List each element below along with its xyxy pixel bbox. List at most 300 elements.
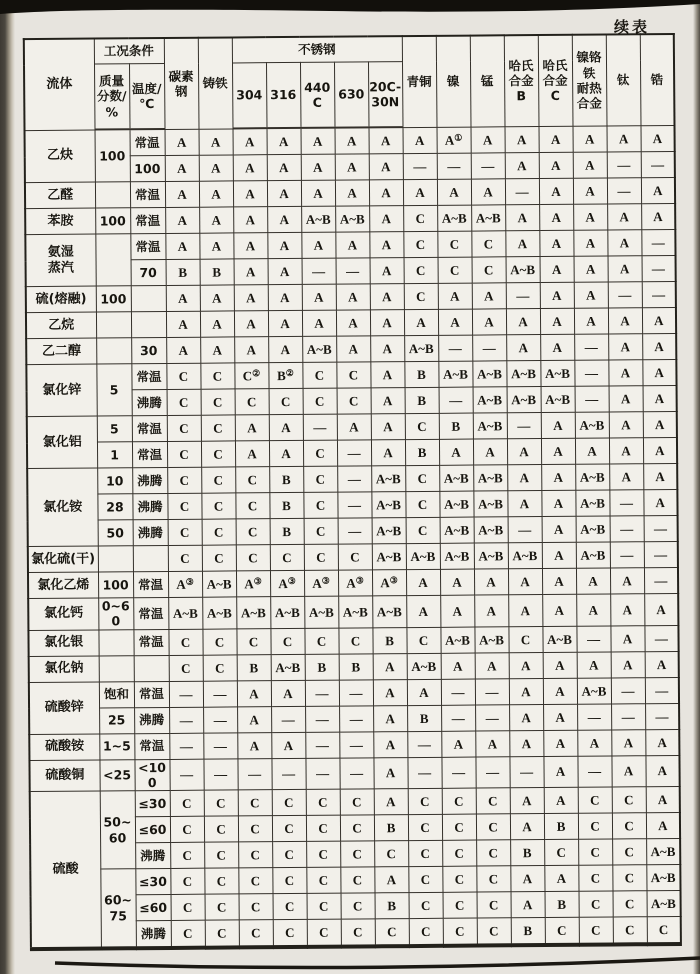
- rating-cell: A: [438, 309, 472, 335]
- rating-cell: A~B: [473, 413, 507, 439]
- mass-percent-cell: 100: [96, 286, 131, 312]
- rating-cell: C: [273, 893, 307, 919]
- rating-cell: C: [204, 868, 238, 894]
- rating-cell: —: [576, 625, 610, 651]
- rating-cell: —: [305, 758, 339, 790]
- corrosion-resistance-table: [23, 33, 682, 951]
- rating-cell: B: [269, 492, 303, 518]
- rating-cell: A~B: [576, 542, 610, 568]
- rating-cell: A: [440, 569, 474, 595]
- rating-cell: C: [544, 839, 578, 865]
- rating-cell: C: [168, 629, 202, 655]
- temperature-cell: 常温: [134, 733, 169, 759]
- rating-cell: A: [237, 680, 271, 706]
- rating-cell: C: [647, 916, 681, 944]
- rating-cell: A: [407, 679, 441, 705]
- mass-percent-cell: 25: [99, 707, 134, 733]
- scan-left-edge: [0, 0, 15, 974]
- rating-cell: —: [471, 153, 505, 179]
- rating-cell: —: [609, 490, 643, 516]
- rating-cell: C: [404, 257, 438, 283]
- rating-cell: B: [375, 893, 409, 919]
- rating-cell: A: [374, 867, 408, 893]
- rating-cell: C: [200, 363, 234, 389]
- fluid-cell: 乙醛: [25, 182, 95, 209]
- rating-cell: A: [406, 569, 440, 595]
- rating-cell: A: [540, 282, 574, 308]
- rating-cell: C: [471, 231, 505, 257]
- rating-cell: A③: [372, 570, 406, 596]
- rating-cell: A: [539, 152, 573, 178]
- rating-cell: A: [507, 491, 541, 517]
- rating-cell: C: [167, 415, 201, 441]
- rating-cell: A: [370, 336, 404, 362]
- rating-cell: C: [472, 257, 506, 283]
- rating-cell: C: [201, 441, 235, 467]
- rating-cell: A: [267, 154, 301, 180]
- fluid-cell: 氯化乙烯: [28, 572, 98, 599]
- rating-cell: A~B: [202, 571, 236, 597]
- rating-cell: C: [443, 892, 477, 918]
- rating-cell: C: [171, 920, 205, 948]
- rating-cell: A: [505, 126, 539, 153]
- rating-cell: A: [540, 256, 574, 282]
- rating-cell: A: [642, 307, 676, 333]
- mass-percent-cell: 28: [97, 494, 132, 520]
- header-stainless-group: 不锈钢: [232, 36, 402, 63]
- temperature-cell: 常温: [130, 233, 165, 259]
- rating-cell: A: [610, 568, 644, 594]
- rating-cell: A: [233, 128, 267, 155]
- temperature-cell: 常温: [130, 129, 165, 156]
- rating-cell: A: [541, 464, 575, 490]
- rating-cell: A~B: [440, 543, 474, 569]
- rating-cell: A~B: [440, 517, 474, 543]
- rating-cell: A: [336, 336, 370, 362]
- rating-cell: —: [407, 731, 441, 757]
- rating-cell: A~B: [270, 596, 304, 628]
- temperature-cell: 100: [130, 155, 165, 181]
- rating-cell: A: [369, 206, 403, 232]
- fluid-cell: 乙二醇: [26, 338, 96, 365]
- rating-cell: A③: [338, 570, 372, 596]
- temperature-cell: 沸腾: [135, 842, 170, 868]
- rating-cell: A: [233, 207, 267, 233]
- rating-cell: —: [575, 386, 609, 412]
- rating-cell: C: [169, 655, 203, 681]
- rating-cell: A: [645, 651, 679, 677]
- rating-cell: A: [511, 892, 545, 918]
- rating-cell: —: [305, 680, 339, 706]
- fluid-cell: 氯化锌: [26, 364, 96, 417]
- rating-cell: —: [437, 153, 471, 179]
- rating-cell: A: [200, 285, 234, 311]
- rating-cell: B: [270, 518, 304, 544]
- header-cast-iron: 铸铁: [198, 37, 233, 128]
- rating-cell: A: [267, 180, 301, 206]
- rating-cell: C: [269, 388, 303, 414]
- header-temperature: 温度/ ℃: [129, 63, 165, 129]
- rating-cell: A: [574, 308, 608, 334]
- rating-cell: C: [238, 790, 272, 816]
- rating-cell: C: [409, 892, 443, 918]
- rating-cell: A: [505, 205, 539, 231]
- rating-cell: A~B: [371, 466, 405, 492]
- rating-cell: A: [542, 594, 576, 626]
- rating-cell: —: [574, 334, 608, 360]
- rating-cell: C: [202, 628, 236, 654]
- rating-cell: A~B: [371, 492, 405, 518]
- rating-cell: A: [607, 125, 641, 152]
- rating-cell: A: [505, 153, 539, 179]
- table-row: [29, 755, 679, 792]
- rating-cell: —: [439, 387, 473, 413]
- rating-cell: A: [541, 412, 575, 438]
- rating-cell: A~B: [438, 361, 472, 387]
- temperature-cell: 沸腾: [132, 389, 167, 415]
- rating-cell: A: [268, 336, 302, 362]
- mass-percent-cell: 10: [97, 468, 132, 494]
- rating-cell: C: [270, 544, 304, 570]
- rating-cell: C: [409, 918, 443, 946]
- header-stainless-grade: 20C- 30N: [368, 62, 403, 128]
- temperature-cell: 常温: [132, 441, 167, 467]
- temperature-cell: 常温: [132, 415, 167, 441]
- rating-cell: A: [369, 180, 403, 206]
- rating-cell: C: [442, 866, 476, 892]
- rating-cell: C: [204, 790, 238, 816]
- rating-cell: A: [234, 259, 268, 285]
- rating-cell: A: [573, 230, 607, 256]
- fluid-cell: 氯化钠: [29, 656, 99, 683]
- rating-cell: A~B: [506, 361, 540, 387]
- rating-cell: A: [233, 155, 267, 181]
- rating-cell: A~B: [474, 626, 508, 652]
- rating-cell: A: [641, 177, 675, 203]
- rating-cell: C: [404, 283, 438, 309]
- rating-cell: A: [441, 653, 475, 679]
- mass-percent-cell: 1~5: [99, 733, 134, 759]
- rating-cell: C: [612, 865, 646, 891]
- rating-cell: A~B: [439, 465, 473, 491]
- header-material: 锰: [470, 35, 505, 126]
- rating-cell: C: [204, 842, 238, 868]
- rating-cell: C: [403, 205, 437, 231]
- rating-cell: A: [268, 258, 302, 284]
- rating-cell: A: [369, 127, 403, 154]
- header-material: 镍铬 铁 耐热 合金: [572, 35, 607, 126]
- rating-cell: —: [505, 179, 539, 205]
- header-material: 哈氏 合金 B: [504, 35, 539, 126]
- rating-cell: A: [165, 207, 199, 233]
- rating-cell: C: [408, 866, 442, 892]
- rating-cell: A: [406, 595, 440, 627]
- rating-cell: C: [167, 493, 201, 519]
- rating-cell: A: [542, 516, 576, 542]
- rating-cell: A: [374, 789, 408, 815]
- rating-cell: —: [237, 758, 271, 790]
- rating-cell: —: [337, 466, 371, 492]
- rating-cell: C: [307, 919, 341, 947]
- rating-cell: C: [306, 841, 340, 867]
- rating-cell: A: [472, 283, 506, 309]
- rating-cell: A~B: [202, 597, 236, 629]
- rating-cell: A: [437, 179, 471, 205]
- rating-cell: —: [608, 282, 642, 308]
- rating-cell: A: [541, 438, 575, 464]
- table-row: [28, 593, 678, 630]
- rating-cell: A~B: [168, 597, 202, 629]
- rating-cell: C: [340, 841, 374, 867]
- rating-cell: A: [441, 731, 475, 757]
- rating-cell: —: [441, 705, 475, 731]
- rating-cell: C: [578, 787, 612, 813]
- mass-percent-cell: 1: [97, 442, 132, 468]
- rating-cell: A③: [168, 571, 202, 597]
- rating-cell: C: [408, 814, 442, 840]
- temperature-cell: 沸腾: [134, 707, 169, 733]
- rating-cell: A: [199, 207, 233, 233]
- rating-cell: —: [203, 732, 237, 758]
- rating-cell: A: [373, 653, 407, 679]
- rating-cell: A: [268, 284, 302, 310]
- rating-cell: C: [272, 815, 306, 841]
- rating-cell: C: [272, 867, 306, 893]
- rating-cell: A: [645, 729, 679, 755]
- rating-cell: A: [165, 129, 199, 156]
- rating-cell: A~B: [404, 335, 438, 361]
- mass-percent-cell: 60~75: [100, 869, 136, 949]
- rating-cell: —: [305, 732, 339, 758]
- rating-cell: C: [303, 440, 337, 466]
- rating-cell: C: [405, 413, 439, 439]
- rating-cell: C: [405, 491, 439, 517]
- rating-cell: A: [335, 154, 369, 180]
- rating-cell: B: [237, 654, 271, 680]
- fluid-cell: 乙烷: [26, 312, 96, 339]
- rating-cell: A: [577, 651, 611, 677]
- continuation-label: 续表: [614, 18, 651, 36]
- rating-cell: A: [439, 439, 473, 465]
- rating-cell: C: [307, 893, 341, 919]
- rating-cell: A: [642, 359, 676, 385]
- rating-cell: A: [609, 438, 643, 464]
- rating-cell: A: [234, 311, 268, 337]
- rating-cell: C: [612, 813, 646, 839]
- fluid-cell: 硫酸铜: [29, 760, 99, 792]
- rating-cell: A~B: [577, 677, 611, 703]
- rating-cell: A~B: [473, 465, 507, 491]
- rating-cell: C: [442, 814, 476, 840]
- rating-cell: A~B: [335, 206, 369, 232]
- rating-cell: A: [234, 337, 268, 363]
- scan-bottom-edge: [0, 948, 700, 974]
- rating-cell: C: [341, 893, 375, 919]
- rating-cell: B: [372, 627, 406, 653]
- rating-cell: A: [267, 232, 301, 258]
- rating-cell: —: [645, 703, 679, 729]
- mass-percent-cell: [98, 546, 133, 572]
- rating-cell: A~B: [575, 490, 609, 516]
- rating-cell: A~B: [338, 596, 372, 628]
- rating-cell: C②: [234, 363, 268, 389]
- rating-cell: C: [170, 790, 204, 816]
- rating-cell: C: [235, 493, 269, 519]
- rating-cell: A: [507, 439, 541, 465]
- rating-cell: A: [573, 178, 607, 204]
- rating-cell: A: [370, 362, 404, 388]
- rating-cell: B: [404, 361, 438, 387]
- temperature-cell: [133, 545, 168, 571]
- rating-cell: C: [205, 894, 239, 920]
- rating-cell: A: [269, 414, 303, 440]
- rating-cell: C: [508, 626, 542, 652]
- rating-cell: A: [643, 489, 677, 515]
- rating-cell: A: [576, 594, 610, 626]
- rating-cell: C: [272, 789, 306, 815]
- rating-cell: A~B: [271, 654, 305, 680]
- rating-cell: A: [510, 814, 544, 840]
- rating-cell: C: [170, 842, 204, 868]
- rating-cell: C: [303, 388, 337, 414]
- rating-cell: C: [168, 519, 202, 545]
- rating-cell: —: [338, 518, 372, 544]
- rating-cell: A: [199, 128, 233, 155]
- rating-cell: —: [475, 678, 509, 704]
- rating-cell: A: [507, 465, 541, 491]
- rating-cell: A: [646, 812, 680, 838]
- rating-cell: B: [544, 813, 578, 839]
- rating-cell: —: [441, 679, 475, 705]
- rating-cell: A~B: [647, 890, 681, 916]
- rating-cell: C: [477, 918, 511, 946]
- rating-cell: C: [306, 867, 340, 893]
- rating-cell: —: [607, 152, 641, 178]
- rating-cell: A: [369, 232, 403, 258]
- rating-cell: A~B: [540, 360, 574, 386]
- rating-cell: C: [171, 894, 205, 920]
- rating-cell: A: [335, 232, 369, 258]
- rating-cell: A: [510, 788, 544, 814]
- temperature-cell: [131, 285, 166, 311]
- rating-cell: A③: [236, 571, 270, 597]
- rating-cell: —: [641, 229, 675, 255]
- rating-cell: C: [405, 465, 439, 491]
- temperature-cell: 沸腾: [132, 493, 167, 519]
- temperature-cell: 30: [131, 337, 166, 363]
- rating-cell: C: [408, 840, 442, 866]
- rating-cell: A: [370, 310, 404, 336]
- rating-cell: A: [575, 438, 609, 464]
- rating-cell: A③: [304, 570, 338, 596]
- rating-cell: C: [578, 839, 612, 865]
- rating-cell: C: [476, 866, 510, 892]
- rating-cell: A: [302, 310, 336, 336]
- rating-cell: A~B: [471, 205, 505, 231]
- rating-cell: —: [339, 731, 373, 757]
- rating-cell: C: [340, 867, 374, 893]
- rating-cell: A: [472, 309, 506, 335]
- header-mass-fraction: 质量 分数/ %: [94, 64, 130, 130]
- rating-cell: B②: [268, 362, 302, 388]
- temperature-cell: 常温: [131, 363, 166, 389]
- header-fluid: 流体: [24, 39, 95, 131]
- rating-cell: A: [642, 333, 676, 359]
- header-condition-group: 工况条件: [94, 38, 164, 64]
- rating-cell: —: [203, 706, 237, 732]
- fluid-cell: 硫酸锌: [29, 682, 99, 735]
- fluid-cell: 硫(熔融): [26, 286, 96, 313]
- mass-percent-cell: 50: [98, 520, 133, 546]
- rating-cell: —: [169, 733, 203, 759]
- rating-cell: A~B: [474, 543, 508, 569]
- rating-cell: A: [608, 256, 642, 282]
- rating-cell: A: [438, 283, 472, 309]
- rating-cell: A~B: [507, 387, 541, 413]
- fluid-cell: 氯化银: [28, 630, 98, 657]
- rating-cell: A: [574, 282, 608, 308]
- rating-cell: A: [505, 231, 539, 257]
- rating-cell: C: [476, 840, 510, 866]
- rating-cell: —: [303, 414, 337, 440]
- rating-cell: A: [302, 284, 336, 310]
- rating-cell: A: [541, 490, 575, 516]
- rating-cell: —: [337, 492, 371, 518]
- mass-percent-cell: <25: [99, 759, 134, 791]
- temperature-cell: [134, 655, 169, 681]
- rating-cell: A: [643, 385, 677, 411]
- rating-cell: A: [510, 866, 544, 892]
- rating-cell: A: [539, 126, 573, 153]
- rating-cell: A: [543, 730, 577, 756]
- rating-cell: C: [306, 789, 340, 815]
- rating-cell: —: [438, 335, 472, 361]
- rating-cell: C: [578, 813, 612, 839]
- rating-cell: C: [236, 628, 270, 654]
- rating-cell: B: [269, 466, 303, 492]
- rating-cell: C: [168, 545, 202, 571]
- rating-cell: A: [335, 180, 369, 206]
- rating-cell: C: [442, 840, 476, 866]
- rating-cell: A: [608, 308, 642, 334]
- rating-cell: A: [506, 309, 540, 335]
- rating-cell: —: [607, 178, 641, 204]
- rating-cell: A: [199, 181, 233, 207]
- mass-percent-cell: [95, 182, 130, 208]
- rating-cell: A: [543, 756, 577, 788]
- rating-cell: C: [236, 519, 270, 545]
- rating-cell: —: [403, 153, 437, 179]
- rating-cell: A: [471, 179, 505, 205]
- temperature-cell: ≤30: [135, 790, 170, 816]
- rating-cell: A: [166, 337, 200, 363]
- temperature-cell: [131, 311, 166, 337]
- rating-cell: B: [405, 439, 439, 465]
- rating-cell: A: [200, 311, 234, 337]
- rating-cell: A: [235, 415, 269, 441]
- fluid-cell: 苯胺: [25, 208, 95, 235]
- rating-cell: A: [542, 568, 576, 594]
- rating-cell: C: [238, 842, 272, 868]
- rating-cell: C: [306, 815, 340, 841]
- rating-cell: A: [610, 625, 644, 651]
- scan-top-edge: [0, 0, 700, 22]
- rating-cell: —: [644, 625, 678, 651]
- rating-cell: A: [539, 230, 573, 256]
- rating-cell: C: [170, 868, 204, 894]
- rating-cell: A: [371, 388, 405, 414]
- temperature-cell: 常温: [130, 181, 165, 207]
